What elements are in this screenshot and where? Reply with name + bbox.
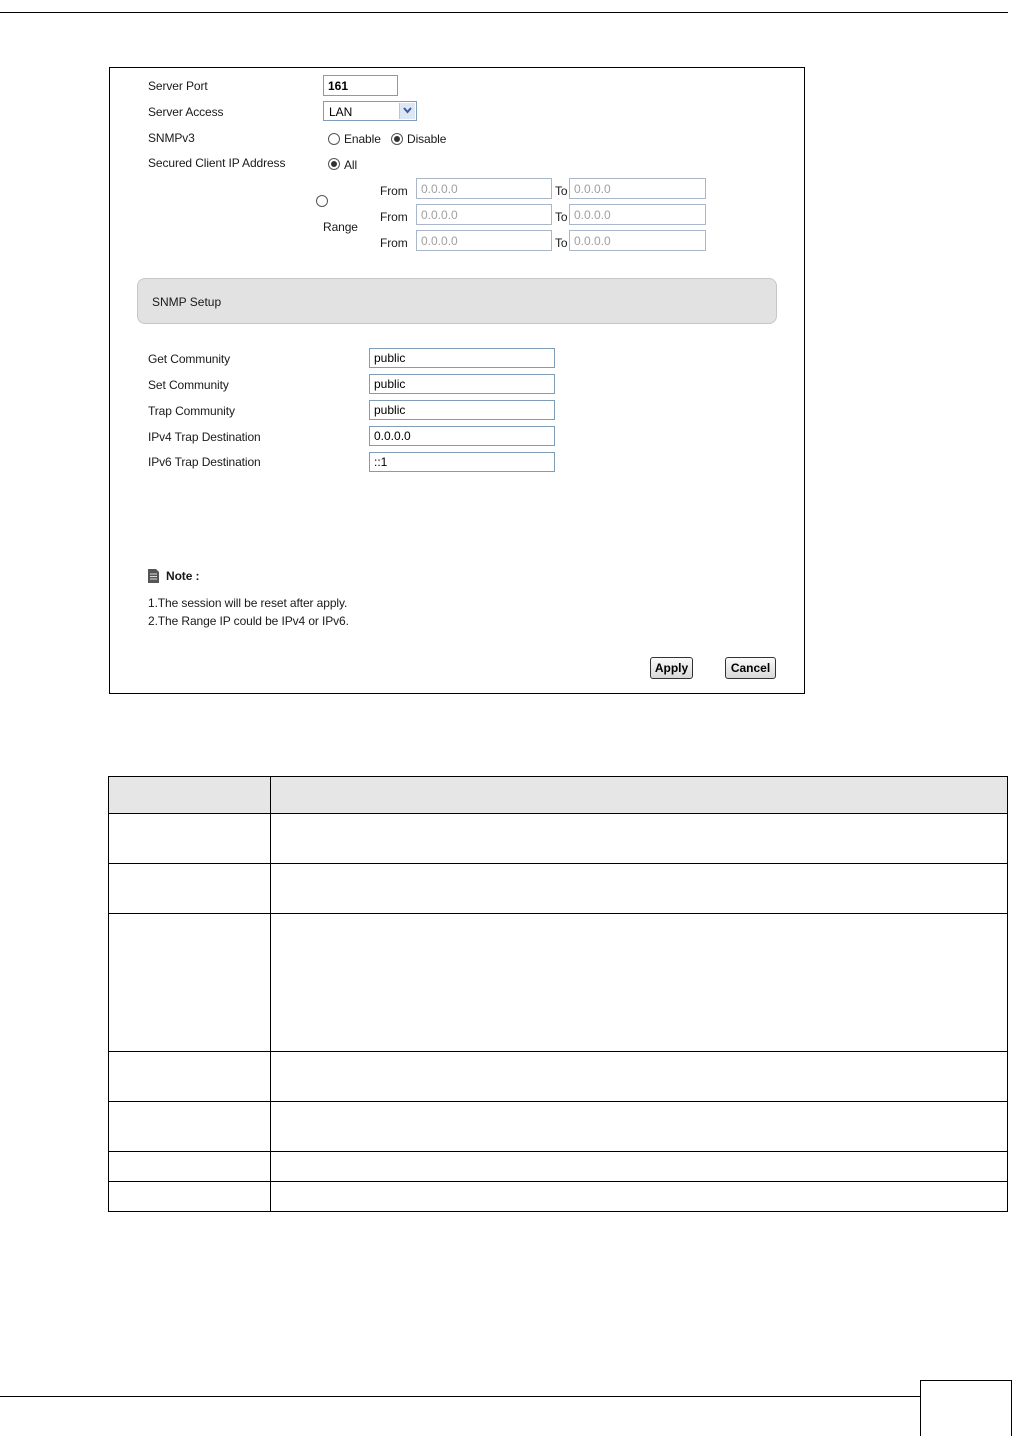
server-port-input[interactable]: 161: [323, 75, 398, 96]
note-title: Note :: [166, 569, 200, 583]
set-community-input[interactable]: public: [369, 374, 555, 394]
table-cell: [109, 814, 271, 864]
snmpv3-disable-label: Disable: [407, 132, 447, 146]
table-cell: [271, 1152, 1008, 1182]
table-cell: [271, 1102, 1008, 1152]
table-cell: [271, 1052, 1008, 1102]
snmpv3-enable-radio[interactable]: [328, 133, 340, 145]
range-from-input-1[interactable]: 0.0.0.0: [416, 178, 552, 199]
range-from-input-2[interactable]: 0.0.0.0: [416, 204, 552, 225]
server-access-select[interactable]: [323, 101, 417, 121]
note-line-2: 2.The Range IP could be IPv4 or IPv6.: [148, 614, 349, 628]
chevron-down-icon[interactable]: [399, 103, 415, 119]
table-cell: [271, 914, 1008, 1052]
server-port-label: Server Port: [148, 79, 208, 93]
snmp-screenshot: [109, 67, 805, 694]
document-icon: [148, 569, 159, 583]
table-header-row: [109, 777, 1008, 814]
get-community-label: Get Community: [148, 352, 231, 366]
snmp-setup-header: [137, 278, 777, 324]
table-cell: [271, 864, 1008, 914]
cancel-button[interactable]: Cancel: [725, 657, 776, 679]
server-access-label: Server Access: [148, 105, 224, 119]
table-row: [109, 1052, 1008, 1102]
secured-ip-all-radio[interactable]: [328, 158, 340, 170]
table-row: [109, 814, 1008, 864]
table-cell: [109, 1102, 271, 1152]
secured-ip-range-radio[interactable]: [316, 195, 328, 207]
table-cell: [109, 1182, 271, 1212]
table-cell: [109, 864, 271, 914]
secured-ip-range-label: Range: [323, 220, 358, 234]
table-header-cell: [271, 777, 1008, 814]
snmpv3-label: SNMPv3: [148, 131, 195, 145]
table-cell: [109, 1152, 271, 1182]
secured-ip-all-label: All: [344, 158, 358, 172]
table-row: [109, 1102, 1008, 1152]
range-to-input-2[interactable]: 0.0.0.0: [569, 204, 706, 225]
range-to-label-2: To: [555, 210, 568, 224]
apply-button[interactable]: Apply: [650, 657, 693, 679]
table-cell: [109, 1052, 271, 1102]
set-community-label: Set Community: [148, 378, 229, 392]
page-bottom-rule: [0, 1396, 920, 1397]
table-cell: [271, 1182, 1008, 1212]
trap-community-label: Trap Community: [148, 404, 235, 418]
range-to-label-1: To: [555, 184, 568, 198]
range-to-label-3: To: [555, 236, 568, 250]
trap-community-input[interactable]: public: [369, 400, 555, 420]
snmpv3-disable-radio[interactable]: [391, 133, 403, 145]
table-row: [109, 1182, 1008, 1212]
table-row: [109, 864, 1008, 914]
ipv4-trap-destination-input[interactable]: 0.0.0.0: [369, 426, 555, 446]
range-to-input-1[interactable]: 0.0.0.0: [569, 178, 706, 199]
range-from-label-2: From: [380, 210, 408, 224]
table-cell: [271, 814, 1008, 864]
note-line-1: 1.The session will be reset after apply.: [148, 596, 348, 610]
get-community-input[interactable]: public: [369, 348, 555, 368]
page-top-rule: [0, 12, 1008, 13]
table-row: [109, 914, 1008, 1052]
page-number-box: [920, 1380, 1012, 1436]
table-cell: [109, 914, 271, 1052]
range-to-input-3[interactable]: 0.0.0.0: [569, 230, 706, 251]
secured-ip-label: Secured Client IP Address: [148, 156, 286, 170]
table-header-cell: [109, 777, 271, 814]
ipv4-trap-destination-label: IPv4 Trap Destination: [148, 430, 261, 444]
description-table: [108, 776, 1008, 1212]
server-access-value: LAN: [329, 105, 353, 119]
snmpv3-enable-label: Enable: [344, 132, 381, 146]
ipv6-trap-destination-label: IPv6 Trap Destination: [148, 455, 261, 469]
range-from-label-1: From: [380, 184, 408, 198]
range-from-input-3[interactable]: 0.0.0.0: [416, 230, 552, 251]
table-row: [109, 1152, 1008, 1182]
ipv6-trap-destination-input[interactable]: ::1: [369, 452, 555, 472]
range-from-label-3: From: [380, 236, 408, 250]
snmp-setup-title: SNMP Setup: [152, 295, 222, 309]
